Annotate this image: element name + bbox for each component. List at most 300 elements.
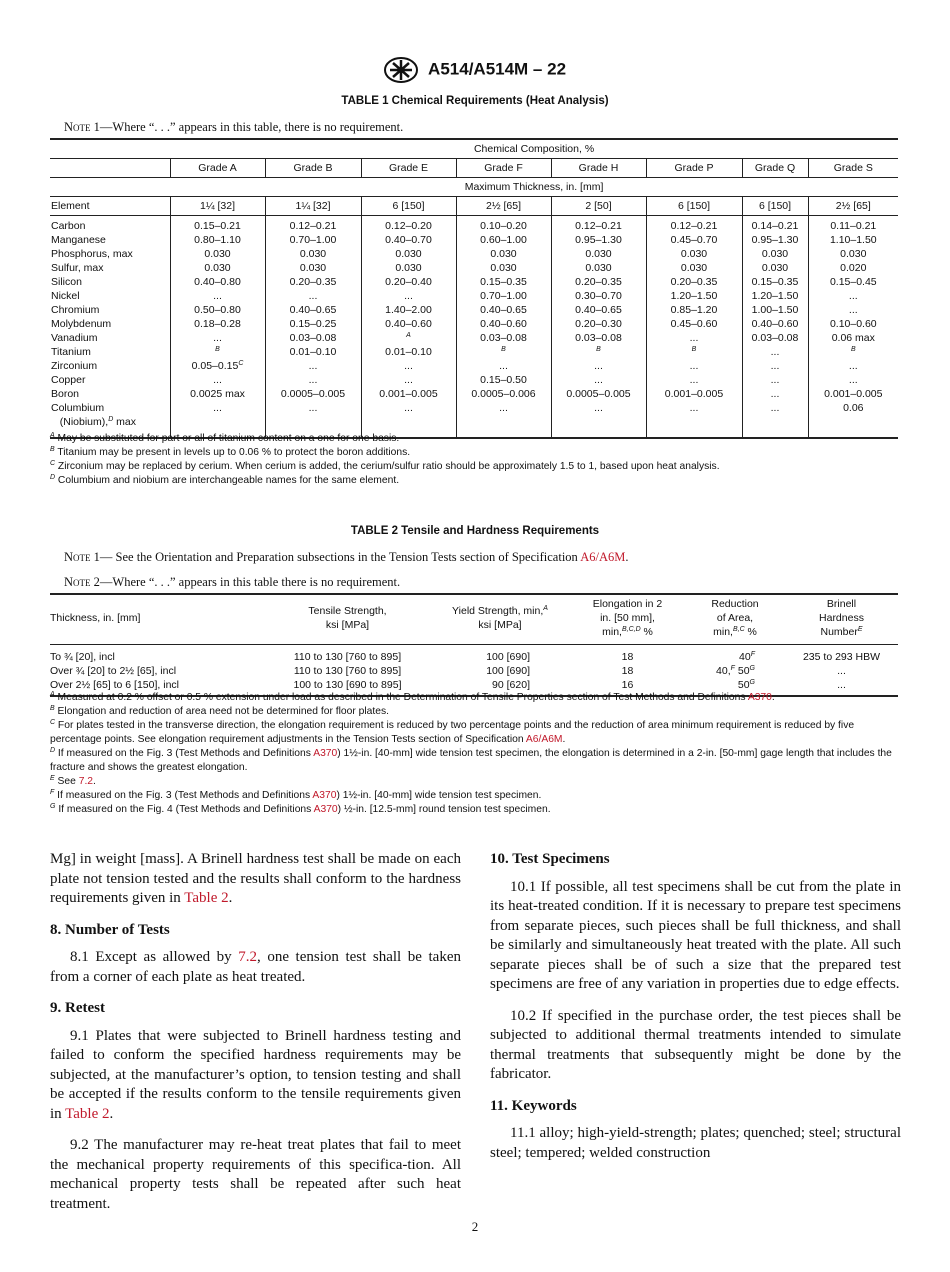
text-run: 0.12–0.21 (670, 219, 718, 232)
note-label: Note 1 (64, 120, 100, 134)
composition-value (551, 215, 646, 233)
column-header (50, 594, 265, 644)
composition-value (808, 373, 898, 387)
footnote-marker: B (596, 345, 601, 353)
text-run: ... (404, 373, 413, 386)
text-run: ... (499, 359, 508, 372)
text-run: ... (770, 345, 780, 358)
composition-value (808, 247, 898, 261)
composition-value (265, 331, 361, 345)
text-run: Grade F (484, 161, 523, 174)
grade-header-row-cell (808, 158, 898, 177)
element-row (50, 275, 898, 289)
row-label (50, 139, 170, 158)
composition-value (456, 233, 551, 247)
text-run: ... (770, 359, 780, 372)
text-run: 0.40–0.65 (480, 303, 527, 316)
text-run: ... (848, 303, 858, 316)
note-text: — See the Orientation and Preparation subsections in the Tension Tests section of Specification (99, 550, 581, 564)
text-run: 0.030 (680, 261, 708, 274)
footnote-marker: A (50, 691, 55, 698)
composition-header-row (50, 139, 898, 158)
text-run: ... (213, 373, 222, 386)
text-run: Grade B (293, 161, 333, 174)
cross-reference-link[interactable]: 7.2 (238, 949, 257, 965)
text-run: 0.0005–0.006 (471, 387, 536, 400)
text-run: 9.2 The manufacturer may re-heat treat plates that fail to meet the mechanical property requirements of this specifica-tion. All mechanical property tests shall be repeated after such heat treatment. (50, 1137, 461, 1212)
text-run: 0.15–0.21 (194, 219, 241, 232)
text-run: 100 [690] (486, 650, 530, 663)
composition-value (361, 387, 456, 401)
text-run: 110 to 130 [760 to 895] (293, 650, 402, 663)
text-run: 0.40–0.60 (385, 317, 432, 330)
text-run: 100 [690] (486, 664, 530, 677)
text-run: ) 1½-in. [40-mm] wide tension test specimen, the elongation is determined in a 2-in. [50-mm] gage length that includes the fracture and shows the greatest elongation. (50, 748, 892, 773)
composition-value (265, 275, 361, 289)
text-run: 6 [150] (677, 199, 711, 212)
text-run: 0.030 (395, 247, 422, 260)
composition-value (551, 303, 646, 317)
text-run: Tensile Strength, (308, 605, 387, 618)
paragraph (50, 850, 461, 909)
composition-value (551, 387, 646, 401)
text-run: in. [50 mm], (600, 612, 655, 625)
footnote-marker: A (50, 432, 55, 439)
composition-value (265, 215, 361, 233)
composition-header-row-span (170, 139, 898, 158)
text-run: 0.40–0.80 (194, 275, 241, 288)
text-run: 0.0025 max (190, 387, 245, 400)
text-run: ... (213, 331, 222, 344)
composition-value (646, 289, 742, 303)
element-row (50, 303, 898, 317)
composition-value (808, 275, 898, 289)
composition-value (808, 359, 898, 373)
text-run: Grade A (198, 161, 237, 174)
text-run: 0.15–0.35 (480, 275, 527, 288)
paragraph (490, 1007, 901, 1085)
text-run: ... (848, 359, 858, 372)
text-run: ... (689, 359, 699, 372)
text-run: Reduction (711, 598, 759, 611)
text-run: ... (848, 289, 858, 302)
composition-value (265, 317, 361, 331)
text-run: 100 to 130 [690 to 895] (293, 678, 402, 691)
footnote (50, 789, 900, 803)
composition-value (646, 261, 742, 275)
text-run: 0.03–0.08 (289, 331, 337, 344)
tensile-cell (430, 664, 570, 678)
element-header-row-cell (456, 196, 551, 215)
footnote-marker: B (50, 705, 55, 712)
composition-value (742, 303, 808, 317)
column-header (685, 594, 785, 644)
composition-value (646, 317, 742, 331)
element-row (50, 317, 898, 331)
composition-value (361, 275, 456, 289)
composition-value (551, 373, 646, 387)
text-run: ... (404, 359, 413, 372)
text-run: 11. Keywords (490, 1097, 577, 1114)
text-run: Maximum Thickness, in. [mm] (464, 180, 604, 193)
composition-value (551, 331, 646, 345)
cross-reference-link[interactable]: A6/A6M (525, 734, 563, 745)
composition-value (361, 359, 456, 373)
table2-footnotes (50, 691, 900, 817)
composition-value (456, 247, 551, 261)
text-run: 0.15–0.35 (751, 275, 799, 288)
text-run: ... (213, 289, 222, 302)
text-run: 1.20–1.50 (751, 289, 799, 302)
element-name (50, 261, 170, 275)
cross-reference-link[interactable]: Table 2 (184, 890, 229, 906)
element-row (50, 215, 898, 233)
composition-value (742, 317, 808, 331)
text-run: % (744, 626, 757, 639)
table2-note-2 (64, 575, 400, 590)
text-run: 1¼ [32] (199, 199, 236, 212)
note-end: . (625, 550, 629, 564)
grade-header-row (50, 158, 898, 177)
composition-value (646, 331, 742, 345)
footnote-marker: C (50, 719, 56, 726)
text-run: Hardness (819, 612, 864, 625)
text-run: 8.1 Except as allowed by (70, 949, 239, 965)
grade-header-row-cell (742, 158, 808, 177)
text-run: 0.030 (761, 261, 789, 274)
thickness-header-row (50, 177, 898, 196)
text-run: Elongation in 2 (592, 598, 663, 611)
composition-value (265, 387, 361, 401)
text-run: Columbium (51, 401, 105, 414)
text-run: 0.01–0.10 (385, 345, 432, 358)
text-run: min, (602, 626, 622, 639)
cross-reference-link[interactable]: Table 2 (65, 1105, 110, 1122)
text-run: 0.030 (204, 261, 231, 274)
text-run: ... (848, 373, 858, 386)
text-run: 11.1 alloy; high-yield-strength; plates; quenched; steel; structural steel; tempered; welded construction (490, 1125, 901, 1161)
element-name (50, 373, 170, 387)
footnote-marker: C (238, 359, 244, 367)
text-run: ... (308, 373, 318, 386)
composition-value (456, 359, 551, 373)
element-row (50, 261, 898, 275)
text-run: Over 2½ [65] to 6 [150], incl (50, 678, 179, 691)
text-run: 0.10–0.20 (480, 219, 527, 232)
text-run: If measured on the Fig. 3 (Test Methods and Definitions (54, 790, 313, 801)
composition-value (361, 345, 456, 359)
note-label: Note 1 (64, 550, 100, 564)
composition-value (361, 373, 456, 387)
document-designation: A514/A514M – 22 (428, 59, 567, 79)
text-run: 0.15–0.45 (829, 275, 877, 288)
text-run: May be substituted for part or all of titanium content on a one for one basis. (54, 433, 400, 444)
footnote (50, 446, 898, 460)
text-run: 0.85–1.20 (670, 303, 718, 316)
cross-reference-link[interactable]: A370 (313, 804, 338, 815)
text-run: . (93, 776, 96, 787)
composition-value (456, 261, 551, 275)
text-run: 0.030 (761, 247, 789, 260)
text-run: Manganese (51, 233, 106, 246)
text-run: Over ¾ [20] to 2½ [65], incl (50, 664, 177, 677)
paragraph (490, 1124, 901, 1163)
composition-value (265, 289, 361, 303)
element-header-row (50, 196, 898, 215)
composition-value (808, 215, 898, 233)
composition-value (265, 345, 361, 359)
right-text-column (490, 850, 901, 1175)
text-run: 0.20–0.35 (575, 275, 622, 288)
composition-value (646, 387, 742, 401)
element-name (50, 247, 170, 261)
document-header (0, 57, 950, 83)
composition-value (742, 373, 808, 387)
text-run: Chemical Composition, % (473, 142, 595, 155)
text-run: 0.030 (490, 261, 517, 274)
composition-value (170, 303, 265, 317)
grade-header-row-cell (551, 158, 646, 177)
footnote-marker: A (406, 331, 411, 339)
note-text: —Where “. . .” appears in this table, there is no requirement. (99, 120, 404, 134)
footnote-marker: F (750, 650, 755, 658)
text-run: Elongation and reduction of area need not be determined for floor plates. (54, 706, 389, 717)
text-run: 0.40–0.60 (751, 317, 799, 330)
footnote-marker: D (50, 747, 56, 754)
paragraph (50, 948, 461, 987)
composition-value (361, 331, 456, 345)
element-header-row-cell (551, 196, 646, 215)
column-header (265, 594, 430, 644)
footnote (50, 460, 898, 474)
text-run: 9. Retest (50, 1000, 105, 1016)
tensile-cell (265, 644, 430, 664)
column-header (430, 594, 570, 644)
text-run: 0.030 (395, 261, 422, 274)
text-run: ... (404, 289, 413, 302)
footnote-marker: B (215, 345, 220, 353)
composition-value (265, 359, 361, 373)
text-run: Carbon (51, 219, 86, 232)
element-row (50, 387, 898, 401)
text-run: Boron (51, 387, 80, 400)
text-run: 40 (739, 650, 751, 663)
element-name (50, 215, 170, 233)
text-run: Grade H (578, 161, 619, 174)
text-run: 40, (716, 664, 731, 677)
composition-value (170, 359, 265, 373)
tensile-cell (685, 644, 785, 664)
text-run: ... (689, 401, 699, 414)
composition-value (551, 233, 646, 247)
text-run: 50 (734, 664, 750, 677)
composition-value (361, 317, 456, 331)
row-label (50, 177, 170, 196)
composition-value (551, 261, 646, 275)
footnote-marker: B,C (732, 626, 745, 634)
text-run: 0.95–1.30 (751, 233, 799, 246)
section-heading (490, 850, 901, 870)
composition-value (170, 373, 265, 387)
text-run: 16 (621, 678, 634, 691)
text-run: 0.030 (204, 247, 231, 260)
composition-value (742, 359, 808, 373)
composition-value (170, 289, 265, 303)
grade-header-row-cell (361, 158, 456, 177)
footnote-marker: D (50, 474, 56, 481)
composition-value (808, 303, 898, 317)
text-run: 0.001–0.005 (664, 387, 724, 400)
text-run: Mg] in weight [mass]. A Brinell hardness test shall be made on each plate not tension tested and the results shall conform to the hardness requirements given in (50, 851, 461, 906)
text-run: Molybdenum (51, 317, 112, 330)
text-run: 1.10–1.50 (829, 233, 877, 246)
cross-reference-link[interactable]: 7.2 (78, 776, 94, 787)
text-run: 0.12–0.20 (385, 219, 432, 232)
column-header (785, 594, 898, 644)
composition-value (551, 289, 646, 303)
cross-reference-link[interactable]: A370 (313, 748, 338, 759)
composition-value (808, 345, 898, 359)
composition-value (808, 289, 898, 303)
composition-value (551, 275, 646, 289)
tensile-cell (785, 664, 898, 678)
paragraph (490, 878, 901, 995)
footnote-marker: A (543, 605, 548, 613)
text-run: (Niobium), (51, 415, 109, 428)
composition-value (170, 233, 265, 247)
tensile-cell (50, 664, 265, 678)
composition-value (361, 233, 456, 247)
page-number: 2 (471, 1219, 479, 1234)
table2-title: TABLE 2 Tensile and Hardness Requirements (350, 525, 600, 537)
composition-value (646, 373, 742, 387)
text-run: ... (499, 401, 508, 414)
composition-value (361, 303, 456, 317)
chemical-requirements-table (50, 138, 898, 439)
composition-value (361, 289, 456, 303)
row-label (50, 196, 170, 215)
text-run: 0.60–1.00 (480, 233, 527, 246)
composition-value (456, 215, 551, 233)
element-row (50, 359, 898, 373)
text-run: ... (770, 387, 780, 400)
text-run: ... (837, 664, 846, 677)
element-name (50, 331, 170, 345)
text-run: 0.0005–0.005 (566, 387, 631, 400)
cross-reference-link[interactable]: A370 (747, 692, 772, 703)
text-run: 18 (621, 664, 634, 677)
footnote-marker: G (749, 664, 755, 672)
text-run: 0.030 (585, 261, 612, 274)
text-run: ksi [MPa] (325, 619, 370, 632)
text-run: 2 [50] (585, 199, 612, 212)
footnote-marker: G (50, 803, 56, 810)
composition-value (646, 359, 742, 373)
text-run: 0.95–1.30 (575, 233, 622, 246)
text-run: 0.15–0.25 (289, 317, 337, 330)
table2-note-1 (64, 550, 629, 565)
text-run: 1.20–1.50 (670, 289, 718, 302)
composition-value (265, 303, 361, 317)
section-heading (490, 1097, 901, 1117)
footnote-marker: D (108, 415, 114, 423)
composition-value (456, 373, 551, 387)
text-run: ... (594, 401, 603, 414)
footnote (50, 691, 900, 705)
text-run: 235 to 293 HBW (802, 650, 881, 663)
text-run: 0.50–0.80 (194, 303, 241, 316)
composition-value (808, 233, 898, 247)
composition-value (456, 331, 551, 345)
tensile-row (50, 664, 898, 678)
text-run: ... (594, 373, 603, 386)
composition-value (646, 303, 742, 317)
composition-value (265, 373, 361, 387)
composition-value (551, 247, 646, 261)
composition-value (456, 275, 551, 289)
text-run: Number (820, 626, 858, 639)
text-run: Grade S (833, 161, 873, 174)
text-run: of Area, (716, 612, 754, 625)
element-row (50, 289, 898, 303)
text-run: 0.70–1.00 (480, 289, 527, 302)
text-run: 0.20–0.40 (385, 275, 432, 288)
text-run: 0.70–1.00 (289, 233, 337, 246)
composition-value (742, 345, 808, 359)
tensile-cell (785, 644, 898, 664)
text-run: Titanium (51, 345, 91, 358)
text-run: Silicon (51, 275, 82, 288)
text-run: , one tension test shall be taken from a corner of each plate as heat treated. (50, 949, 461, 985)
text-run: . (771, 692, 775, 703)
footnote-marker: B (50, 446, 55, 453)
footnote (50, 705, 900, 719)
composition-value (456, 345, 551, 359)
text-run: Vanadium (51, 331, 98, 344)
element-name (50, 289, 170, 303)
composition-value (170, 247, 265, 261)
element-row (50, 233, 898, 247)
composition-value (265, 261, 361, 275)
text-run: 0.40–0.70 (385, 233, 432, 246)
spec-link-a6[interactable]: A6/A6M (580, 550, 626, 564)
text-run: Element (51, 199, 90, 212)
element-header-row-cell (170, 196, 265, 215)
footnote-marker: B,C,D (621, 626, 641, 634)
text-run: 10.2 If specified in the purchase order, the test pieces shall be subjected to additional thermal treatments intended to simulate thermal treatments that subsequently might be done by the fabricator. (490, 1007, 901, 1082)
text-run: ... (837, 678, 846, 691)
composition-value (742, 247, 808, 261)
element-name (50, 233, 170, 247)
text-run: Nickel (51, 289, 80, 302)
text-run: 10. Test Specimens (490, 851, 610, 867)
composition-value (742, 215, 808, 233)
text-run: ... (404, 401, 413, 414)
text-run: Grade P (674, 161, 714, 174)
text-run: . (109, 1105, 114, 1122)
text-run: 0.03–0.08 (751, 331, 799, 344)
text-run: 0.40–0.65 (289, 303, 337, 316)
cross-reference-link[interactable]: A370 (312, 790, 337, 801)
element-row (50, 331, 898, 345)
tensile-hardness-table (50, 593, 898, 697)
footnote-marker: B (691, 345, 697, 353)
tensile-cell (570, 664, 685, 678)
text-run: Columbium and niobium are interchangeable names for the same element. (55, 475, 400, 486)
text-run: min, (713, 626, 733, 639)
text-run: To ¾ [20], incl (50, 650, 115, 663)
text-run: . (228, 890, 233, 906)
